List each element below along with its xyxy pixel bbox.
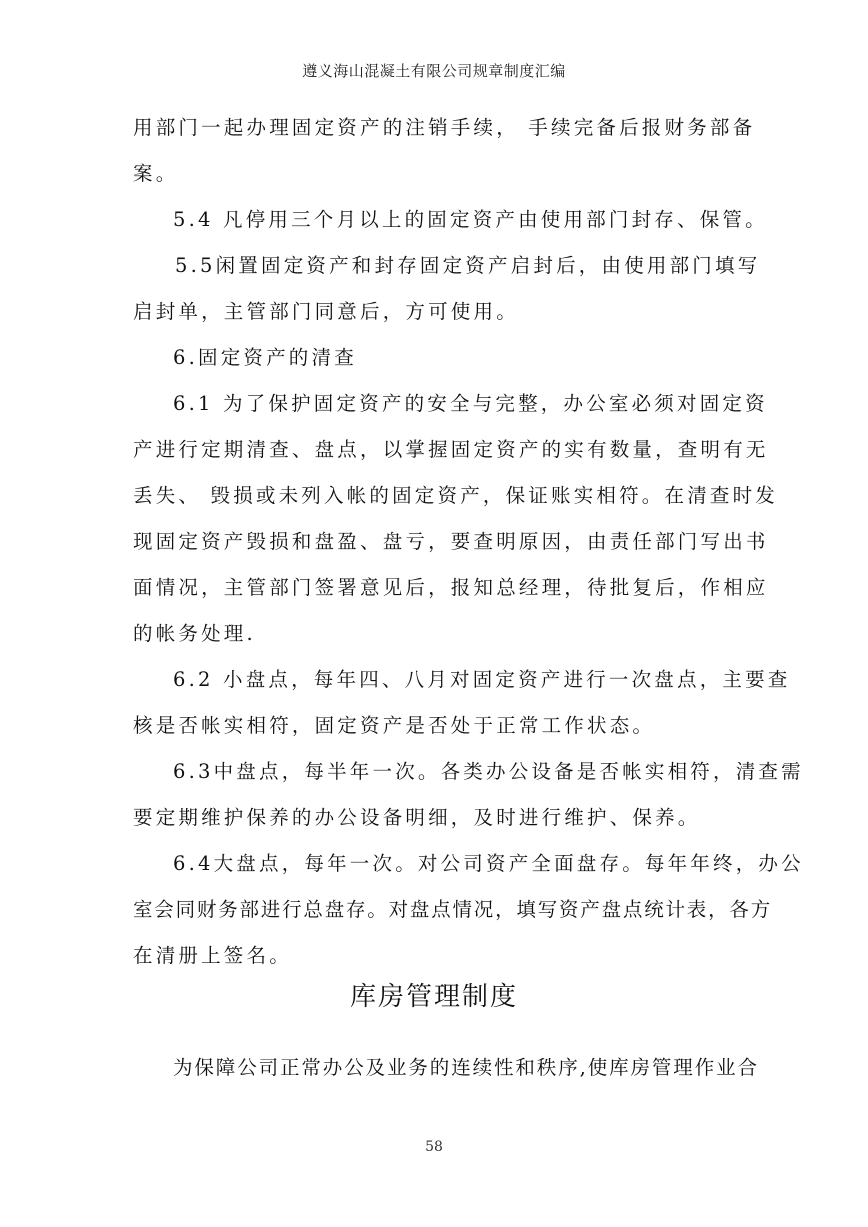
body-line: 6.3中盘点，每半年一次。各类办公设备是否帐实相符，清查需	[173, 760, 804, 783]
body-line: 5.5闲置固定资产和封存固定资产启封后，由使用部门填写	[175, 254, 761, 277]
body-line: 核是否帐实相符，固定资产是否处于正常工作状态。	[133, 714, 656, 737]
body-line: 6.4大盘点，每年一次。对公司资产全面盘存。每年年终，办公	[173, 852, 804, 875]
body-line: 产进行定期清查、盘点，以掌握固定资产的实有数量，查明有无	[133, 438, 769, 461]
section-title: 库房管理制度	[349, 982, 518, 1012]
body-line: 要定期维护保养的办公设备明细，及时进行维护、保养。	[133, 806, 701, 829]
page-number: 58	[425, 1139, 443, 1155]
body-line: 案。	[133, 162, 179, 185]
body-line: 用部门一起办理固定资产的注销手续， 手续完备后报财务部备	[133, 116, 756, 139]
body-line: 的帐务处理.	[133, 622, 256, 645]
page-header: 遵义海山混凝土有限公司规章制度汇编	[302, 62, 566, 80]
body-line: 启封单，主管部门同意后，方可使用。	[133, 300, 519, 323]
body-line: 在清册上签名。	[133, 944, 292, 967]
body-line: 6.固定资产的清查	[173, 346, 357, 369]
body-line: 室会同财务部进行总盘存。对盘点情况，填写资产盘点统计表，各方	[133, 898, 773, 921]
body-line: 6.2 小盘点，每年四、八月对固定资产进行一次盘点，主要查	[173, 668, 791, 691]
intro-line: 为保障公司正常办公及业务的连续性和秩序,使库房管理作业合	[173, 1056, 759, 1079]
body-line: 现固定资产毁损和盘盈、盘亏，要查明原因，由责任部门写出书	[133, 530, 769, 553]
body-line: 面情况，主管部门签署意见后，报知总经理，待批复后，作相应	[133, 576, 769, 599]
body-line: 丢失、 毁损或未列入帐的固定资产，保证账实相符。在清查时发	[133, 484, 778, 507]
body-line: 6.1 为了保护固定资产的安全与完整，办公室必须对固定资	[173, 392, 768, 415]
body-line: 5.4 凡停用三个月以上的固定资产由使用部门封存、保管。	[173, 208, 768, 231]
